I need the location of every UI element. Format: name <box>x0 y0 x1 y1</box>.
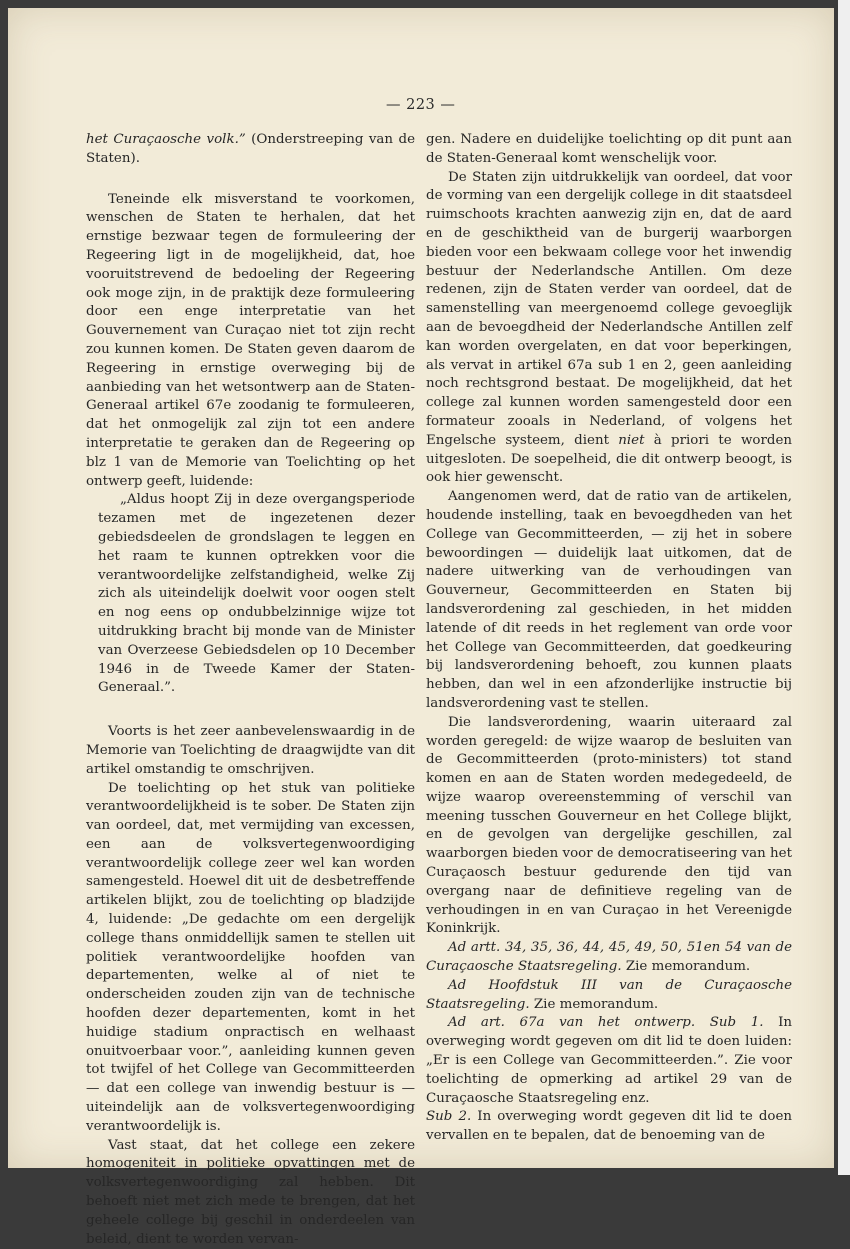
paragraph: gen. Nadere en duidelijke toelichting op dit punt aan de Staten-Generaal komt wenschelijk voor. <box>426 132 792 166</box>
scan-edge <box>838 0 850 1175</box>
italic-heading: Sub 2. <box>426 1109 472 1125</box>
text: (Onderstreeping van de Staten). <box>86 132 415 166</box>
paragraph <box>426 1108 792 1146</box>
paragraph: De toelichting op het stuk van politieke verantwoordelijkheid is te sober. De Staten zijn van oordeel, dat, met vermijding van excessen, een aan de volksvertegenwoordiging verantwoordelijk college zeer wel kan worden samengesteld. Hoewel dit uit de desbetreffende artikelen blijkt, zou de toelichting op bladzijde 4, luidende: „De gedachte om een dergelijk college thans onmiddellijk samen te stellen uit politiek verantwoordelijke hoofden van departementen, welke al of niet te onderscheiden zouden zijn van de technische hoofden dezer departementen, komt in het huidige stadium onpractisch en welhaast onuitvoerbaar voor.”, aanleiding kunnen geven tot twijfel of het College van Gecommitteerden — dat een college van inwendig bestuur is — uiteindelijk aan de volksvertegenwoordiging verantwoordelijk is. <box>86 780 415 1134</box>
text: Zie memorandum. <box>621 959 751 975</box>
page-number: — 223 — <box>386 97 456 113</box>
paragraph <box>426 1014 792 1108</box>
paragraph: Die landsverordening, waarin uiteraard zal worden geregeld: de wijze waarop de besluiten van de Gecommitteerden (proto-ministers) tot stand komen en aan de Staten worden medegedeeld, de wijze waarop overeenstemming of verschil van meening tusschen Gouverneur en het College blijkt, en de gevolgen van dergelijke geschillen, zal waarborgen bieden voor de democratiseering van het Curaçaosch bestuur gedurende den tijd van overgang naar de definitieve regeling van de verhoudingen in en van Curaçao in het Vereenigde Koninkrijk. <box>426 714 792 937</box>
paragraph: Vast staat, dat het college een zekere homogeniteit in politieke opvattingen met de volksvertegenwoordiging zal hebben. Dit behoeft niet met zich mede te brengen, dat het geheele college bij geschil in onderdeelen van beleid, dient te worden vervan- <box>86 1137 415 1247</box>
paragraph <box>86 131 415 169</box>
paragraph <box>426 939 792 977</box>
right-column <box>426 131 792 1146</box>
paragraph: Aangenomen werd, dat de ratio van de artikelen, houdende instelling, taak en bevoegdheden van het College van Gecommitteerden, — zij het in sobere bewoordingen — duidelijk laat uitkomen, dat de nadere uitwerking van de verhoudingen van Gouverneur, Gecommitteerden en Staten bij landsverordening zal geschieden, in het midden latende of dit reeds in het reglement van orde voor het College van Gecommitteerden, dat goedkeuring bij landsverordening behoeft, zou kunnen plaats hebben, dan wel in een afzonderlijke instructie bij landsverordening vast te stellen. <box>426 489 792 711</box>
paragraph: Teneinde elk misverstand te voorkomen, wenschen de Staten te herhalen, dat het ernstige bezwaar tegen de formuleering der Regeering ligt in de mogelijkheid, dat, hoe vooruitstrevend de bedoeling der Regeering ook moge zijn, in de praktijk deze formuleering door een enge interpretatie van het Gouvernement van Curaçao niet tot zijn recht zou kunnen komen. De Staten geven daarom de Regeering in ernstige overweging bij de aanbieding van het wetsontwerp aan de Staten-Generaal artikel 67e zoodanig te formuleeren, dat het onmogelijk zal zijn tot een andere interpretatie te geraken dan de Regeering op blz 1 van de Memorie van Toelichting op het ontwerp geeft, luidende: <box>86 191 415 489</box>
text: In overweging wordt gegeven dit lid te doen vervallen en te bepalen, dat de benoeming van de <box>426 1109 793 1144</box>
text: In overweging wordt gegeven om dit lid te doen luiden: „Er is een College van Gecommitteerden.”. Zie voor toelichting de opmerking ad artikel 29 van de Curaçaosche Staatsregeling enz. <box>426 1015 793 1106</box>
paragraph <box>426 977 792 1015</box>
italic-heading: Ad Hoofdstuk III van de Curaçaosche Staatsregeling. <box>426 977 792 1012</box>
italic-text: het Curaçaosche volk.” <box>86 132 246 147</box>
text: à priori te worden uitgesloten. De soepelheid, die dit ontwerp beoogt, is ook hier gewenscht. <box>426 432 792 486</box>
quote-paragraph: „Aldus hoopt Zij in deze overgangsperiode tezamen met de ingezetenen dezer gebiedsdeelen de grondslagen te leggen en het raam te kunnen optrekken voor die verantwoordelijke zelfstandigheid, welke Zij zich als uiteindelijk doelwit voor oogen stelt en nog eens op ondubbelzinnige wijze tot uitdrukking bracht bij monde van de Minister van Overzeese Gebiedsdelen op 10 December 1946 in de Tweede Kamer der Staten-Generaal.”. <box>98 492 415 696</box>
document-page <box>8 8 834 1247</box>
text: Zie memorandum. <box>529 996 659 1012</box>
italic-heading: Ad artt. 34, 35, 36, 44, 45, 49, 50, 51en 54 van de Curaçaosche Staatsregeling. <box>426 940 792 975</box>
text: De Staten zijn uitdrukkelijk van oordeel, dat voor de vorming van een dergelijk college in dit staatsdeel ruimschoots krachten aanwezig zijn en, dat de aard en de geschiktheid van de burgerij waarborgen bieden voor een bekwaam college voor het inwendig bestuur der Nederlandsche Antillen. Om deze redenen, zijn de Staten verder van oordeel, dat de samenstelling van meergenoemd college gevoeglijk aan de bevoegdheid der Nederlandsche Antillen zelf kan worden overgelaten, en dat voor beperkingen, als vervat in artikel 67a sub 1 en 2, geen aanleiding noch rechtsgrond bestaat. De mogelijkheid, dat het college zal kunnen worden samengesteld door een formateur zooals in Nederland, of volgens het Engelsche systeem, dient <box>426 169 792 448</box>
left-column <box>86 131 415 1249</box>
paragraph <box>426 169 792 489</box>
paragraph: Voorts is het zeer aanbevelenswaardig in de Memorie van Toelichting de draagwijdte van dit artikel omstandig te omschrijven. <box>86 724 415 777</box>
italic-heading: Ad art. 67a van het ontwerp. Sub 1. <box>448 1015 764 1031</box>
italic-text: niet <box>618 432 645 448</box>
